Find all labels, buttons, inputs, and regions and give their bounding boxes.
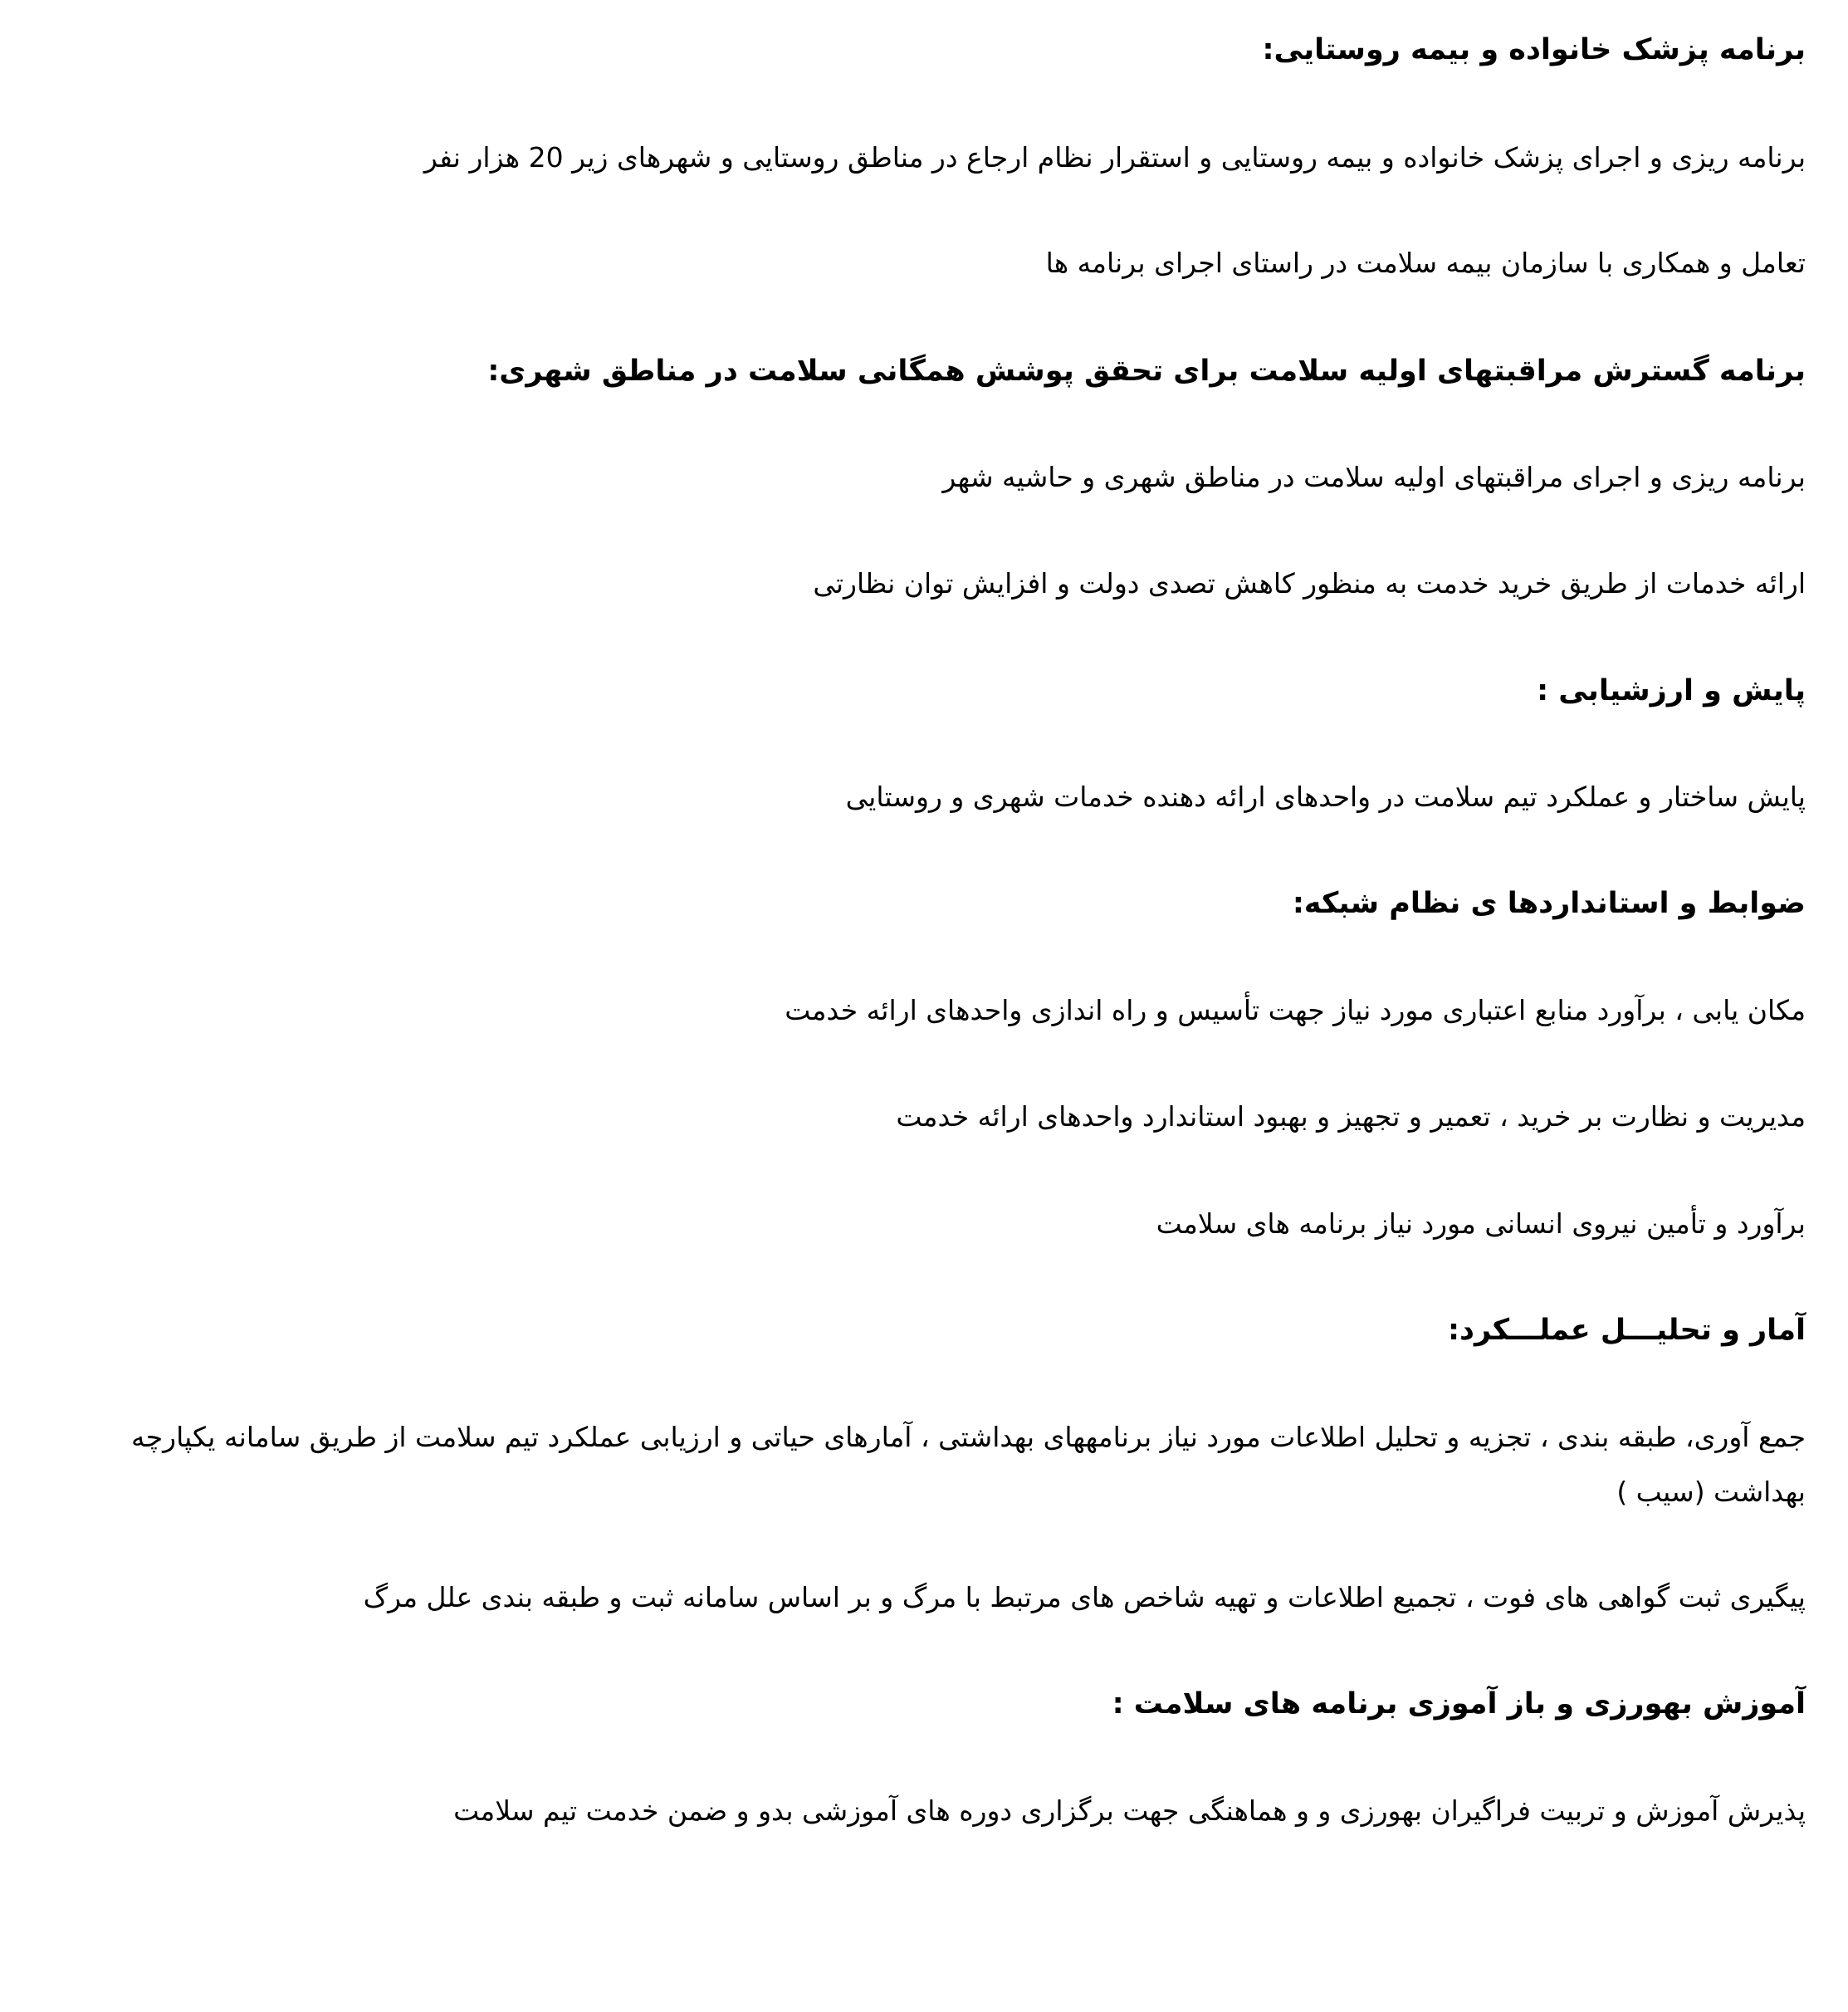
paragraph-urban-primary-care-planning: برنامه ریزی و اجرای مراقبتهای اولیه سلامت در مناطق شهری و حاشیه شهر xyxy=(942,461,1806,493)
paragraph-monitoring-structure: پایش ساختار و عملکرد تیم سلامت در واحدهای ارائه دهنده خدمات شهری و روستایی xyxy=(845,781,1806,813)
paragraph-trainee-admission: پذیرش آموزش و تربیت فراگیران بهورزی و و هماهنگی جهت برگزاری دوره های آموزشی بدو و ضمن خدمت تیم سلامت xyxy=(453,1794,1806,1827)
paragraph-purchase-management: مدیریت و نظارت بر خرید ، تعمیر و تجهیز و بهبود استاندارد واحدهای ارائه خدمت xyxy=(896,1100,1806,1133)
section-heading-family-physician: برنامه پزشک خانواده و بیمه روستایی: xyxy=(1262,33,1806,66)
paragraph-health-insurance-cooperation: تعامل و همکاری با سازمان بیمه سلامت در راستای اجرای برنامه ها xyxy=(1045,247,1806,279)
paragraph-site-selection: مکان یابی ، برآورد منابع اعتباری مورد نیاز جهت تأسیس و راه اندازی واحدهای ارائه خدمت xyxy=(785,994,1806,1026)
section-heading-training: آموزش بهورزی و باز آموزی برنامه های سلامت : xyxy=(1112,1687,1806,1721)
paragraph-human-resources: برآورد و تأمین نیروی انسانی مورد نیاز برنامه های سلامت xyxy=(1156,1207,1806,1240)
paragraph-service-purchase: ارائه خدمات از طریق خرید خدمت به منظور کاهش تصدی دولت و افزایش توان نظارتی xyxy=(813,567,1806,600)
paragraph-family-physician-planning: برنامه ریزی و اجرای پزشک خانواده و بیمه روستایی و استقرار نظام ارجاع در مناطق روستایی و شهرهای زیر 20 هزار نفر xyxy=(423,141,1806,174)
section-heading-monitoring: پایش و ارزشیابی : xyxy=(1537,674,1806,707)
section-heading-statistics: آمار و تحلیـــل عملـــکرد: xyxy=(1448,1314,1806,1347)
paragraph-data-collection: جمع آوری، طبقه بندی ، تجزیه و تحلیل اطلاعات مورد نیاز برنامههای بهداشتی ، آمارهای حیاتی و ارزیابی عملکرد تیم سلامت از طریق سامانه یکپارچه بهداشت (سیب ) xyxy=(131,1421,1806,1508)
section-heading-standards: ضوابط و استانداردها ی نظام شبکه: xyxy=(1292,887,1806,920)
section-heading-urban-primary-care: برنامه گسترش مراقبتهای اولیه سلامت برای تحقق پوشش همگانی سلامت در مناطق شهری: xyxy=(487,355,1806,388)
paragraph-death-certificates: پیگیری ثبت گواهی های فوت ، تجمیع اطلاعات و تهیه شاخص های مرتبط با مرگ و بر اساس سامانه ثبت و طبقه بندی علل مرگ xyxy=(363,1581,1806,1613)
